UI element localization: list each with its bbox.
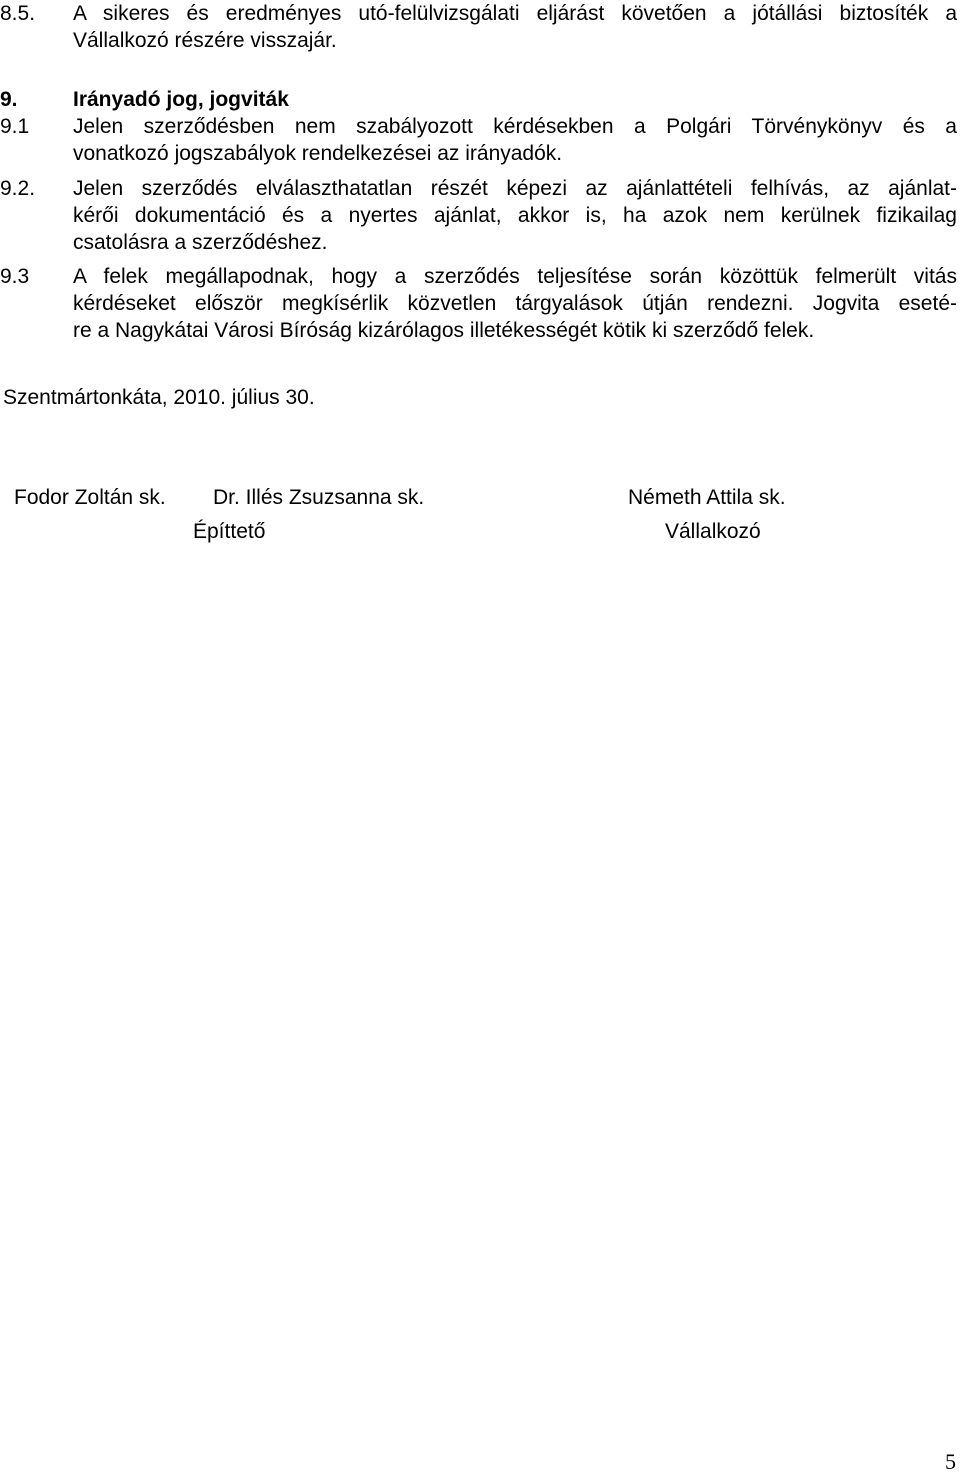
clause-number: 8.5. [0,2,36,25]
clause-line: kérői dokumentáció és a nyertes ajánlat, akkor is, ha azok nem kerülnek fizikailag [73,204,957,227]
clause-text [73,175,957,256]
section-number: 9. [0,88,18,111]
clause-line: re a Nagykátai Városi Bíróság kizárólagos illetékességét kötik ki szerződő felek. [73,319,815,342]
section-9-heading [0,86,960,113]
clause-text [73,113,957,167]
clause-9-1 [0,113,960,167]
section-title: Irányadó jog, jogviták [73,88,289,111]
clause-text [73,263,957,344]
clause-line: vonatkozó jogszabályok rendelkezései az irányadók. [73,142,563,165]
signature-role-builder: Építtető [193,520,266,543]
clause-line: A felek megállapodnak, hogy a szerződés teljesítése során közöttük felmerült vitás [73,265,957,288]
signature-role-contractor: Vállalkozó [665,520,761,543]
clause-line: csatolásra a szerződéshez. [73,231,328,254]
clause-line: Jelen szerződés elválaszthatatlan részét képezi az ajánlattételi felhívás, az ajánlat- [73,177,957,200]
clause-8-5 [0,0,960,54]
clause-9-3 [0,263,960,344]
clause-line: Jelen szerződésben nem szabályozott kérdésekben a Polgári Törvénykönyv és a [73,115,957,138]
clause-line: kérdéseket először megkísérlik közvetlen tárgyalások útján rendezni. Jogvita eseté- [73,292,957,315]
clause-text [73,0,957,54]
clause-number: 9.2. [0,177,36,200]
clause-9-2 [0,175,960,256]
clause-number: 9.3 [0,265,30,288]
signature-name-1: Fodor Zoltán sk. [14,486,166,509]
signature-name-3: Németh Attila sk. [628,486,786,509]
clause-line: A sikeres és eredményes utó-felülvizsgálati eljárást követően a jótállási biztosíték a [73,2,957,25]
page-number: 5 [945,1449,956,1474]
signature-name-2: Dr. Illés Zsuzsanna sk. [213,486,425,509]
place-and-date: Szentmártonkáta, 2010. július 30. [3,386,315,409]
clause-line: Vállalkozó részére visszajár. [73,29,337,52]
clause-number: 9.1 [0,115,30,138]
